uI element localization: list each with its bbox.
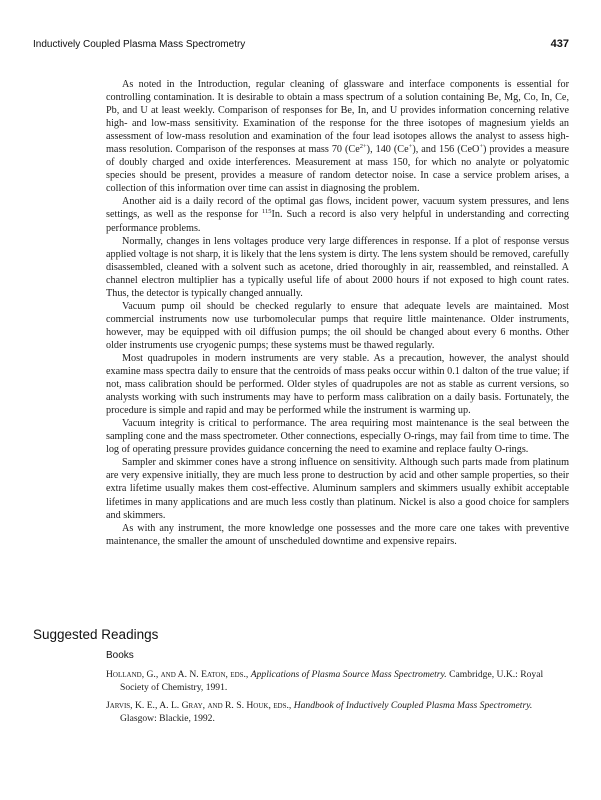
paragraph-2	[106, 195, 569, 234]
paragraph-1-text-c: ), and 156 (CeO	[412, 144, 480, 156]
page-number: 437	[550, 38, 569, 50]
paragraph-1-text-a: As noted in the Introduction, regular cleaning of glassware and interface components is essential for controlling contamination. It is desirable to obtain a mass spectrum of a solution containing Be, Mg, Co, In, Ce, Pb, and U at least weekly. Comparison of responses for Be, In, and U provides information concerning relative high- and low-mass sensitivity. Examination of the response for the three isotopes of magnesium yields an assessment of low-mass resolution and examination of the four lead isotopes allows the analyst to assess high-mass resolution. Comparison of the responses at mass 70 (Ce	[106, 79, 569, 156]
paragraph-6: Vacuum integrity is critical to performance. The area requiring most maintenance is the seal between the sampling cone and the mass spectrometer. Other connections, especially O-rings, may fail from time to time. The log of operating pressure provides guidance concerning the need to examine and replace faulty O-rings.	[106, 418, 569, 456]
paragraph-7: Sampler and skimmer cones have a strong influence on sensitivity. Although such parts made from platinum are very expensive initially, they are much less prone to destruction by acid and other sample properties, so their extra lifetime usually makes them cost-effective. Aluminum samplers and skimmers usually exhibit acceptable lifetimes in many applications and are much less costly than platinum. Nickel is also a good choice for samplers and skimmers.	[106, 457, 569, 521]
reference-title: Applications of Plasma Source Mass Spectrometry.	[250, 669, 447, 680]
paragraph-1-text-b: ), 140 (Ce	[366, 144, 409, 156]
superscript-115: 115	[261, 208, 272, 216]
section-heading-suggested-readings: Suggested Readings	[33, 627, 159, 642]
reference-publisher: Cambridge, U.K.: Royal Society of Chemistry, 1991.	[120, 669, 544, 693]
paragraph-1-text-d: ) provides a measure of doubly charged and oxide interferences. Measurement at mass 150, for which no analyte or polyatomic species should be present, provides a measure of random detector noise. In case a service problem arises, a collection of this information over time can assist in diagnosing the problem.	[106, 144, 570, 195]
reference-authors: Jarvis, K. E., A. L. Gray, and R. S. Houk, eds.,	[106, 700, 292, 711]
running-title: Inductively Coupled Plasma Mass Spectrometry	[33, 39, 246, 50]
running-header	[33, 39, 569, 55]
paragraph-4: Vacuum pump oil should be checked regularly to ensure that adequate levels are maintained. Most commercial instruments now use turbomolecular pumps that require little maintenance. Older instruments, however, may be equipped with oil diffusion pumps; the oil should be changed about every 6 months. Other older instruments use cryogenic pumps; these systems must be thawed regularly.	[106, 300, 569, 351]
reference-publisher: Glasgow: Blackie, 1992.	[120, 713, 215, 724]
superscript-ceo-plus: +	[479, 143, 484, 151]
paragraph-8: As with any instrument, the more knowledge one possesses and the more care one takes with preventive maintenance, the smaller the amount of unscheduled downtime and expensive repairs.	[106, 522, 569, 547]
superscript-ce-2plus: 2+	[359, 143, 367, 151]
paragraph-1	[106, 78, 569, 195]
paragraph-2-text-b: In. Such a record is also very helpful in understanding and correcting performance problems.	[106, 209, 569, 234]
paragraph-5: Most quadrupoles in modern instruments are very stable. As a precaution, however, the analyst should examine mass spectra daily to ensure that the centroids of mass peaks occur within 0.1 dalton of the true value; if not, mass calibration should be performed. Older styles of quadrupoles are not as stable as current versions, so analysts working with such instruments may have to perform mass calibration on a daily basis. Fortunately, the procedure is simple and rapid and may be performed while the instrument is warming up.	[106, 352, 569, 417]
reference-title: Handbook of Inductively Coupled Plasma Mass Spectrometry.	[293, 700, 533, 711]
reference-item	[106, 668, 569, 694]
paragraph-2-text-a: Another aid is a daily record of the optimal gas flows, incident power, vacuum system pressures, and lens settings, as well as the response for	[106, 196, 569, 221]
paragraph-3: Normally, changes in lens voltages produce very large differences in response. If a plot of response versus applied voltage is not sharp, it is likely that the lens system is dirty. The lens system should be removed, carefully disassembled, cleaned with a solvent such as acetone, dried thoroughly in air, reassembled, and reinstalled. A channel electron multiplier has a typically useful life of about 2000 hours if not exposed to high count rates. Thus, the detector is typically changed annually.	[106, 235, 569, 299]
reference-item	[106, 699, 569, 725]
subheading-books: Books	[106, 650, 134, 661]
reference-list	[106, 668, 569, 730]
body-text	[106, 78, 569, 548]
superscript-ce-plus: +	[408, 143, 413, 151]
reference-authors: Holland, G., and A. N. Eaton, eds.,	[106, 669, 249, 680]
